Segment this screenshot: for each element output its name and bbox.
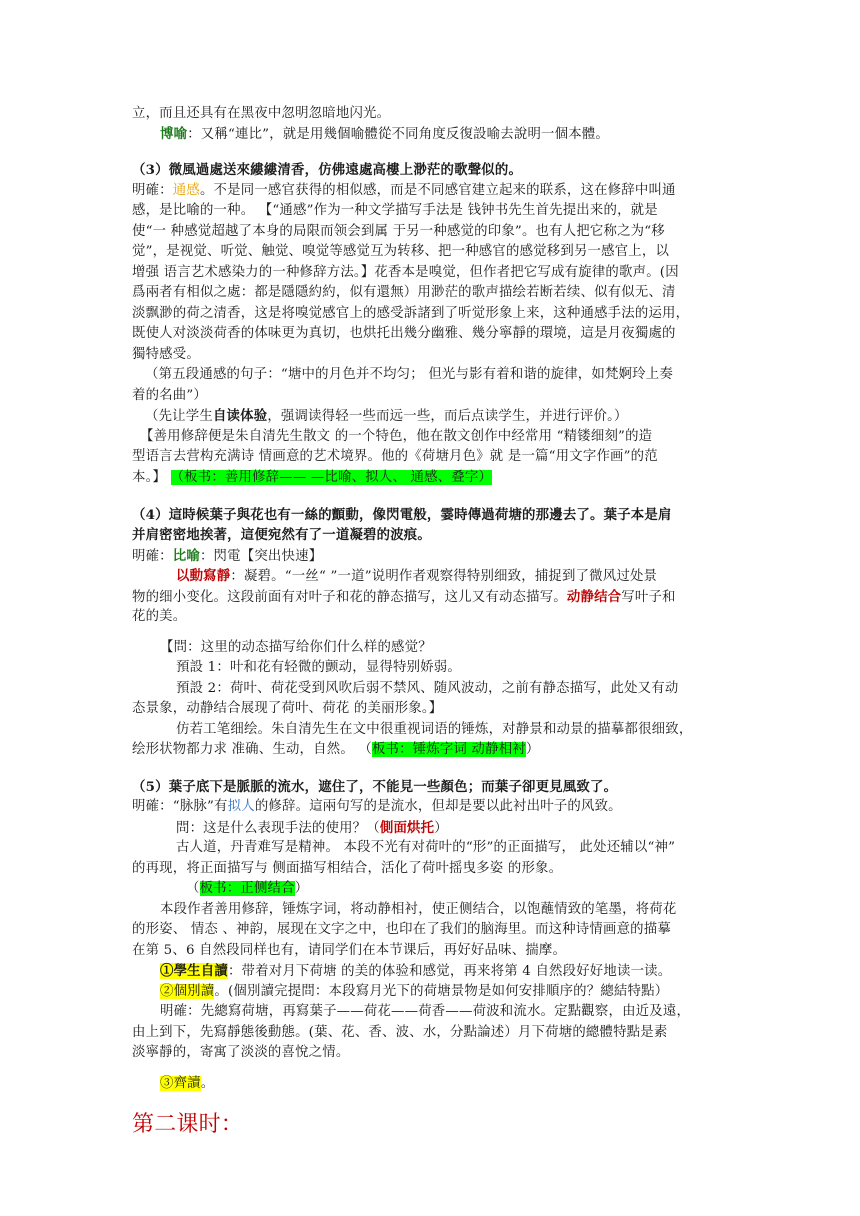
text-line: 由上到下，先寫靜態後動態。(葉、花、香、波、水，分點論述）月下荷塘的總體特點是素 — [132, 1025, 668, 1040]
text-line: 绘形状物都力求 准确、生动，自然。 （板书：锤炼字词 动静相衬） — [132, 742, 540, 757]
text-line: 【問：这里的动态描写给你们什么样的感觉？ — [160, 640, 432, 655]
sentence-5: （5）葉子底下是脈脈的流水，遮住了，不能見一些顏色；而葉子卻更見風致了。 — [132, 779, 618, 795]
sentence-4: 并肩密密地挨著，這便宛然有了一道凝碧的波痕。 — [132, 527, 431, 543]
text-line: 明確：先總寫荷塘，再寫葉子——荷花——荷香——荷波和流水。定點觀察，由近及遠， — [160, 1004, 691, 1019]
text-line: 既使人对淡淡荷香的体味更为真切，也烘托出幾分幽雅、幾分寧靜的環境，這是月夜獨處的 — [132, 326, 676, 341]
text-line: 問：这是什么表现手法的使用？（側面烘托） — [176, 820, 448, 836]
text-line: 【善用修辞便是朱自清先生散文 的一个特色，他在散文创作中经常用 “精镂细刻”的造 — [140, 429, 653, 444]
text-line: 本。】 （板书：善用修辞—— —比喻、拟人、 通感、叠字） — [132, 470, 493, 485]
text-line: 物的细小变化。这段前面有对叶子和花的静态描写，这儿又有动态描写。动静结合写叶子和 — [132, 589, 676, 605]
text-line: 爲兩者有相似之處：都是隱隱約約，似有還無）用渺茫的歌声描绘若断若续、似有似无、清 — [132, 285, 676, 300]
text-line: 明確：“脉脉”有拟人的修辞。這兩句写的是流水，但却是要以此衬出叶子的风致。 — [132, 799, 622, 814]
text-line: 使“一 种感觉超越了本身的局限而领会到属 于另一种感觉的印象”。也有人把它称之为“移 — [132, 224, 665, 239]
text-line: 增强 语言艺术感染力的一种修辞方法。】花香本是嗅觉，但作者把它写成有旋律的歌声。(因 — [132, 265, 679, 280]
text-line: 淡寧靜的，寄寓了淡淡的喜悅之情。 — [132, 1045, 350, 1060]
text-line: 明確：比喻：閃電【突出快速】 — [132, 548, 323, 564]
text-line: ①學生自讀：带着对月下荷塘 的美的体验和感觉，再来将第 4 自然段好好地读一读。 — [160, 963, 672, 979]
board-note: 板书：锤炼字词 动静相衬 — [371, 742, 526, 757]
text-line: 本段作者善用修辞，锤炼字词，将动静相衬，使正侧结合，以饱蘸情致的笔墨，将荷花 — [160, 902, 677, 917]
text-line: 着的名曲”） — [132, 388, 207, 403]
text-line: 預設 2：荷叶、荷花受到风吹后弱不禁风、随风波动，之前有静态描写，此处又有动 — [176, 681, 679, 696]
board-note: 板书：正侧结合 — [199, 881, 295, 896]
sentence-3: （3）微風過處送來縷縷清香，仿佛遠處高樓上渺茫的歌聲似的。 — [132, 162, 523, 178]
text-line: 立，而且还具有在黑夜中忽明忽暗地闪光。 — [132, 106, 391, 121]
text-line: 預設 1：叶和花有轻微的颤动，显得特别娇弱。 — [176, 660, 461, 675]
text-line: 花的美。 — [132, 609, 187, 624]
text-line: （板书：正侧结合） — [186, 881, 309, 896]
text-line: 以動寫靜：凝碧。“一丝“ ”一道”说明作者观察得特别细致，捕捉到了微风过处景 — [176, 568, 658, 584]
text-line: 的再现，将正面描写与 侧面描写相结合，活化了荷叶摇曳多姿 的形象。 — [132, 861, 563, 876]
text-line: ③齊讀。 — [160, 1076, 215, 1091]
text-line: 的形姿、 情态 、神韵，展现在文字之中，也印在了我们的脑海里。而这种诗情画意的描摹 — [132, 922, 671, 937]
text-line: 态景象，动静结合展现了荷叶、荷花 的美丽形象。】 — [132, 701, 443, 716]
text-line: 觉”，是视觉、听觉、触觉、嗅觉等感觉互为转移、把一种感官的感觉移到另一感官上，以 — [132, 244, 670, 259]
text-line: 在第 5、6 自然段同样也有，请同学们在本节课后，再好好品味、揣摩。 — [132, 943, 567, 958]
text-line: 仿若工笔细绘。朱自清先生在文中很重视词语的锤炼，对静景和动景的描摹都很细致， — [176, 722, 693, 737]
text-line: 感，是比喻的一种。 【“通感”作为一种文学描写手法是 钱钟书先生首先提出来的，就是 — [132, 203, 658, 218]
text-line: 淡飘渺的荷之清香，这是将嗅觉感官上的感受訴諸到了听觉形象上来，这种通感手法的运用， — [132, 306, 690, 321]
section-heading: 第二课时： — [132, 1112, 244, 1137]
text-line: 博喻：又稱“連比”，就是用幾個喻體從不同角度反復設喻去說明一個本體。 — [160, 126, 609, 142]
text-line: 型语言去营构充满诗 情画意的艺术境界。他的《荷塘月色》就 是一篇“用文字作画”的范 — [132, 449, 658, 464]
text-line: （第五段通感的句子：“塘中的月色并不均匀； 但光与影有着和谐的旋律，如梵婀玲上奏 — [145, 367, 673, 382]
text-line: 古人道，丹青难写是精神。 本段不光有对荷叶的“形”的正面描写， 此处还辅以“神” — [176, 840, 676, 855]
text-line: ②個別讀。(個別讀完提問：本段寫月光下的荷塘景物是如何安排順序的？總結特點） — [160, 984, 669, 999]
text-line: 明確：通感。不是同一感官获得的相似感，而是不同感官建立起来的联系，这在修辞中叫通 — [132, 183, 676, 198]
text-line: （先让学生自读体验，强调读得轻一些而远一些，而后点读学生，并进行评价。） — [145, 408, 628, 424]
sentence-4: （4）這時候葉子與花也有一絲的顫動，像閃電般，霎時傳過荷塘的那邊去了。葉子本是肩 — [132, 507, 672, 523]
text-line: 獨特感受。 — [132, 347, 200, 362]
board-note: （板书：善用修辞—— —比喻、拟人、 通感、叠字） — [170, 470, 493, 485]
